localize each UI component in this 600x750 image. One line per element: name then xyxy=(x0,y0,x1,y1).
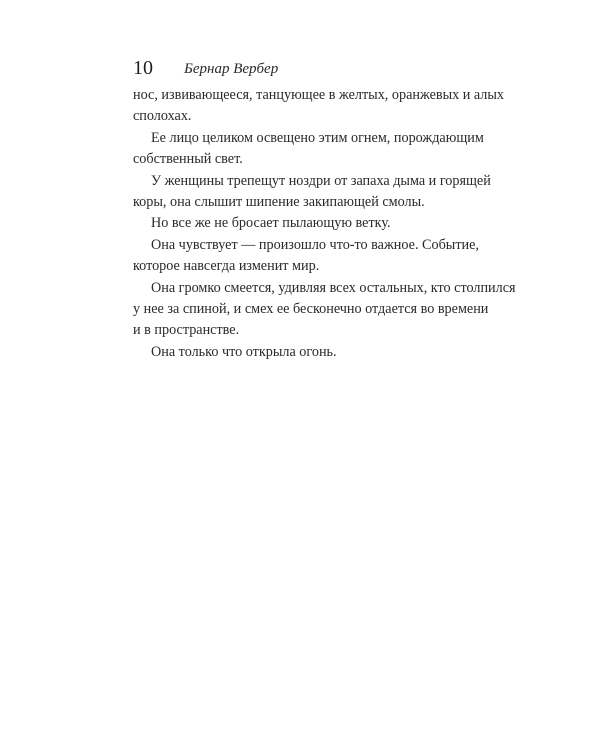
page-number: 10 xyxy=(133,57,153,79)
text-line: собственный свет. xyxy=(133,151,243,168)
text-line: Она чувствует — произошло что-то важное. Событие, xyxy=(151,236,479,253)
text-line: Она громко смеется, удивляя всех остальных, кто столпился xyxy=(151,279,516,296)
text-line: Она только что открыла огонь. xyxy=(151,343,337,360)
text-line: нос, извивающееся, танцующее в желтых, оранжевых и алых xyxy=(133,87,505,103)
text-line: Но все же не бросает пылающую ветку. xyxy=(151,215,391,232)
text-line: сполохах. xyxy=(133,108,192,125)
text-line: которое навсегда изменит мир. xyxy=(133,258,320,275)
body-text xyxy=(133,85,516,363)
text-line: коры, она слышит шипение закипающей смолы. xyxy=(133,194,425,211)
text-line: У женщины трепещут ноздри от запаха дыма и горящей xyxy=(151,172,491,189)
text-line: и в пространстве. xyxy=(133,322,240,339)
running-head-author: Бернар Вербер xyxy=(184,61,279,77)
text-line: Ее лицо целиком освещено этим огнем, порождающим xyxy=(151,129,484,146)
page-header xyxy=(133,57,493,79)
text-line: у нее за спиной, и смех ее бесконечно отдается во времени xyxy=(133,301,489,318)
